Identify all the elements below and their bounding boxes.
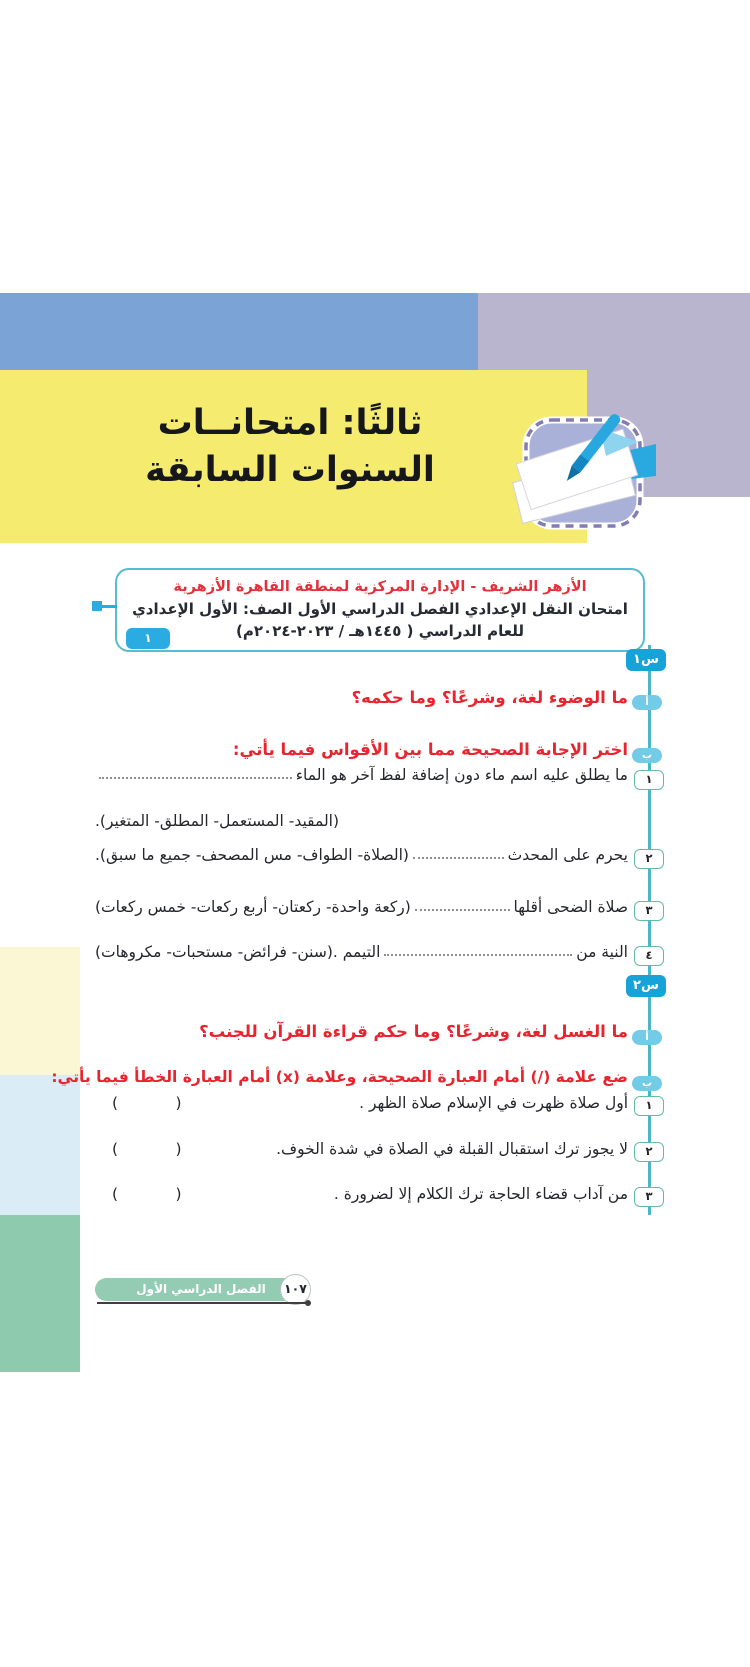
q1-item2-row [95, 846, 628, 864]
q2-item2-answer-parens: ( ) [112, 1140, 184, 1158]
exam-title-line: امتحان النقل الإعدادي الفصل الدراسي الأول الصف: الأول الإعدادي [132, 599, 628, 618]
edge-strip-blue [0, 1075, 80, 1215]
decor-blue-block [0, 293, 478, 370]
paper-and-pen-icon [508, 392, 656, 540]
q2-part-b-text: ضع علامة (/) أمام العبارة الصحيحة، وعلامة (x) أمام العبارة الخطأ فيما يأتي: [51, 1068, 628, 1086]
dotted-leader [99, 777, 292, 779]
q2-item2-number: ٢ [634, 1142, 664, 1162]
footer-rule-dot [305, 1300, 311, 1306]
q2-item3-number: ٣ [634, 1187, 664, 1207]
q1-item1-text: ما يطلق عليه اسم ماء دون إضافة لفظ آخر هو الماء [295, 766, 628, 784]
dotted-leader [413, 857, 504, 859]
q1-part-b-text: اختر الإجابة الصحيحة مما بين الأقواس فيما يأتي: [232, 740, 628, 759]
exam-number-tab: ١ [126, 628, 170, 649]
q1-item2-options: (الصلاة- الطواف- مس المصحف- جميع ما سبق). [95, 846, 409, 864]
exam-header-box [115, 568, 645, 652]
footer-semester-label: الفصل الدراسي الأول [136, 1282, 266, 1296]
q1-item4-options: التيمم .(سنن- فرائض- مستحبات- مكروهات) [95, 943, 381, 961]
q2-item3-row [112, 1185, 628, 1203]
q1-item2-text: يحرم على المحدث [507, 846, 628, 864]
q1-item3-row [95, 898, 628, 916]
dotted-leader [415, 909, 510, 911]
edge-strip-green [0, 1215, 80, 1372]
section-title-line2: السنوات السابقة [145, 450, 435, 491]
connector-square-dot [92, 601, 102, 611]
q1-item2-number: ٢ [634, 849, 664, 869]
q2-part-a-text: ما الغسل لغة، وشرعًا؟ وما حكم قراءة القرآن للجنب؟ [199, 1022, 628, 1041]
q1-item1-number: ١ [634, 770, 664, 790]
q1-item4-text: النية من [576, 943, 628, 961]
q2-item3-answer-parens: ( ) [112, 1185, 184, 1203]
q2-item1-number: ١ [634, 1096, 664, 1116]
q1-item4-number: ٤ [634, 946, 664, 966]
section-title [110, 400, 470, 495]
q2-item1-answer-parens: ( ) [112, 1094, 184, 1112]
q2-item2-row [112, 1140, 628, 1158]
q2-item2-text: لا يجوز ترك استقبال القبلة في الصلاة في شدة الخوف. [276, 1140, 628, 1158]
q1-item3-number: ٣ [634, 901, 664, 921]
q1-item1-row [95, 766, 628, 784]
exam-authority: الأزهر الشريف - الإدارة المركزية لمنطقة القاهرة الأزهرية [173, 579, 587, 595]
q2-item1-row [112, 1094, 628, 1112]
footer-semester-pill [95, 1278, 307, 1301]
q1-item1-options: (المقيد- المستعمل- المطلق- المتغير). [95, 812, 340, 830]
connector-line [101, 605, 117, 608]
q2-part-b-pill: ب [632, 1076, 662, 1091]
q2-item3-text: من آداب قضاء الحاجة ترك الكلام إلا لضرورة . [333, 1185, 628, 1203]
q1-item4-row [95, 943, 628, 961]
section-title-line1: ثالثًا: امتحانــات [157, 403, 423, 443]
question2-badge: س٢ [626, 975, 666, 997]
q1-part-a-pill: أ [632, 695, 662, 710]
footer-rule-line [97, 1302, 307, 1304]
footer-page-number: ١٠٧ [280, 1274, 311, 1305]
edge-strip-yellow [0, 947, 80, 1075]
q1-part-b-pill: ب [632, 748, 662, 763]
q1-part-a-text: ما الوضوء لغة، وشرعًا؟ وما حكمه؟ [351, 688, 628, 707]
q2-part-a-pill: أ [632, 1030, 662, 1045]
question-spine-line [648, 645, 651, 1215]
dotted-leader [384, 954, 572, 956]
q2-item1-text: أول صلاة ظهرت في الإسلام صلاة الظهر . [359, 1094, 628, 1112]
q1-item3-text: صلاة الضحى أقلها [513, 898, 628, 916]
exam-year-line: للعام الدراسي ( ١٤٤٥هـ / ٢٠٢٣-٢٠٢٤م) [236, 621, 524, 640]
question1-badge: س١ [626, 649, 666, 671]
q1-item3-options: (ركعة واحدة- ركعتان- أربع ركعات- خمس ركعات) [95, 898, 411, 916]
